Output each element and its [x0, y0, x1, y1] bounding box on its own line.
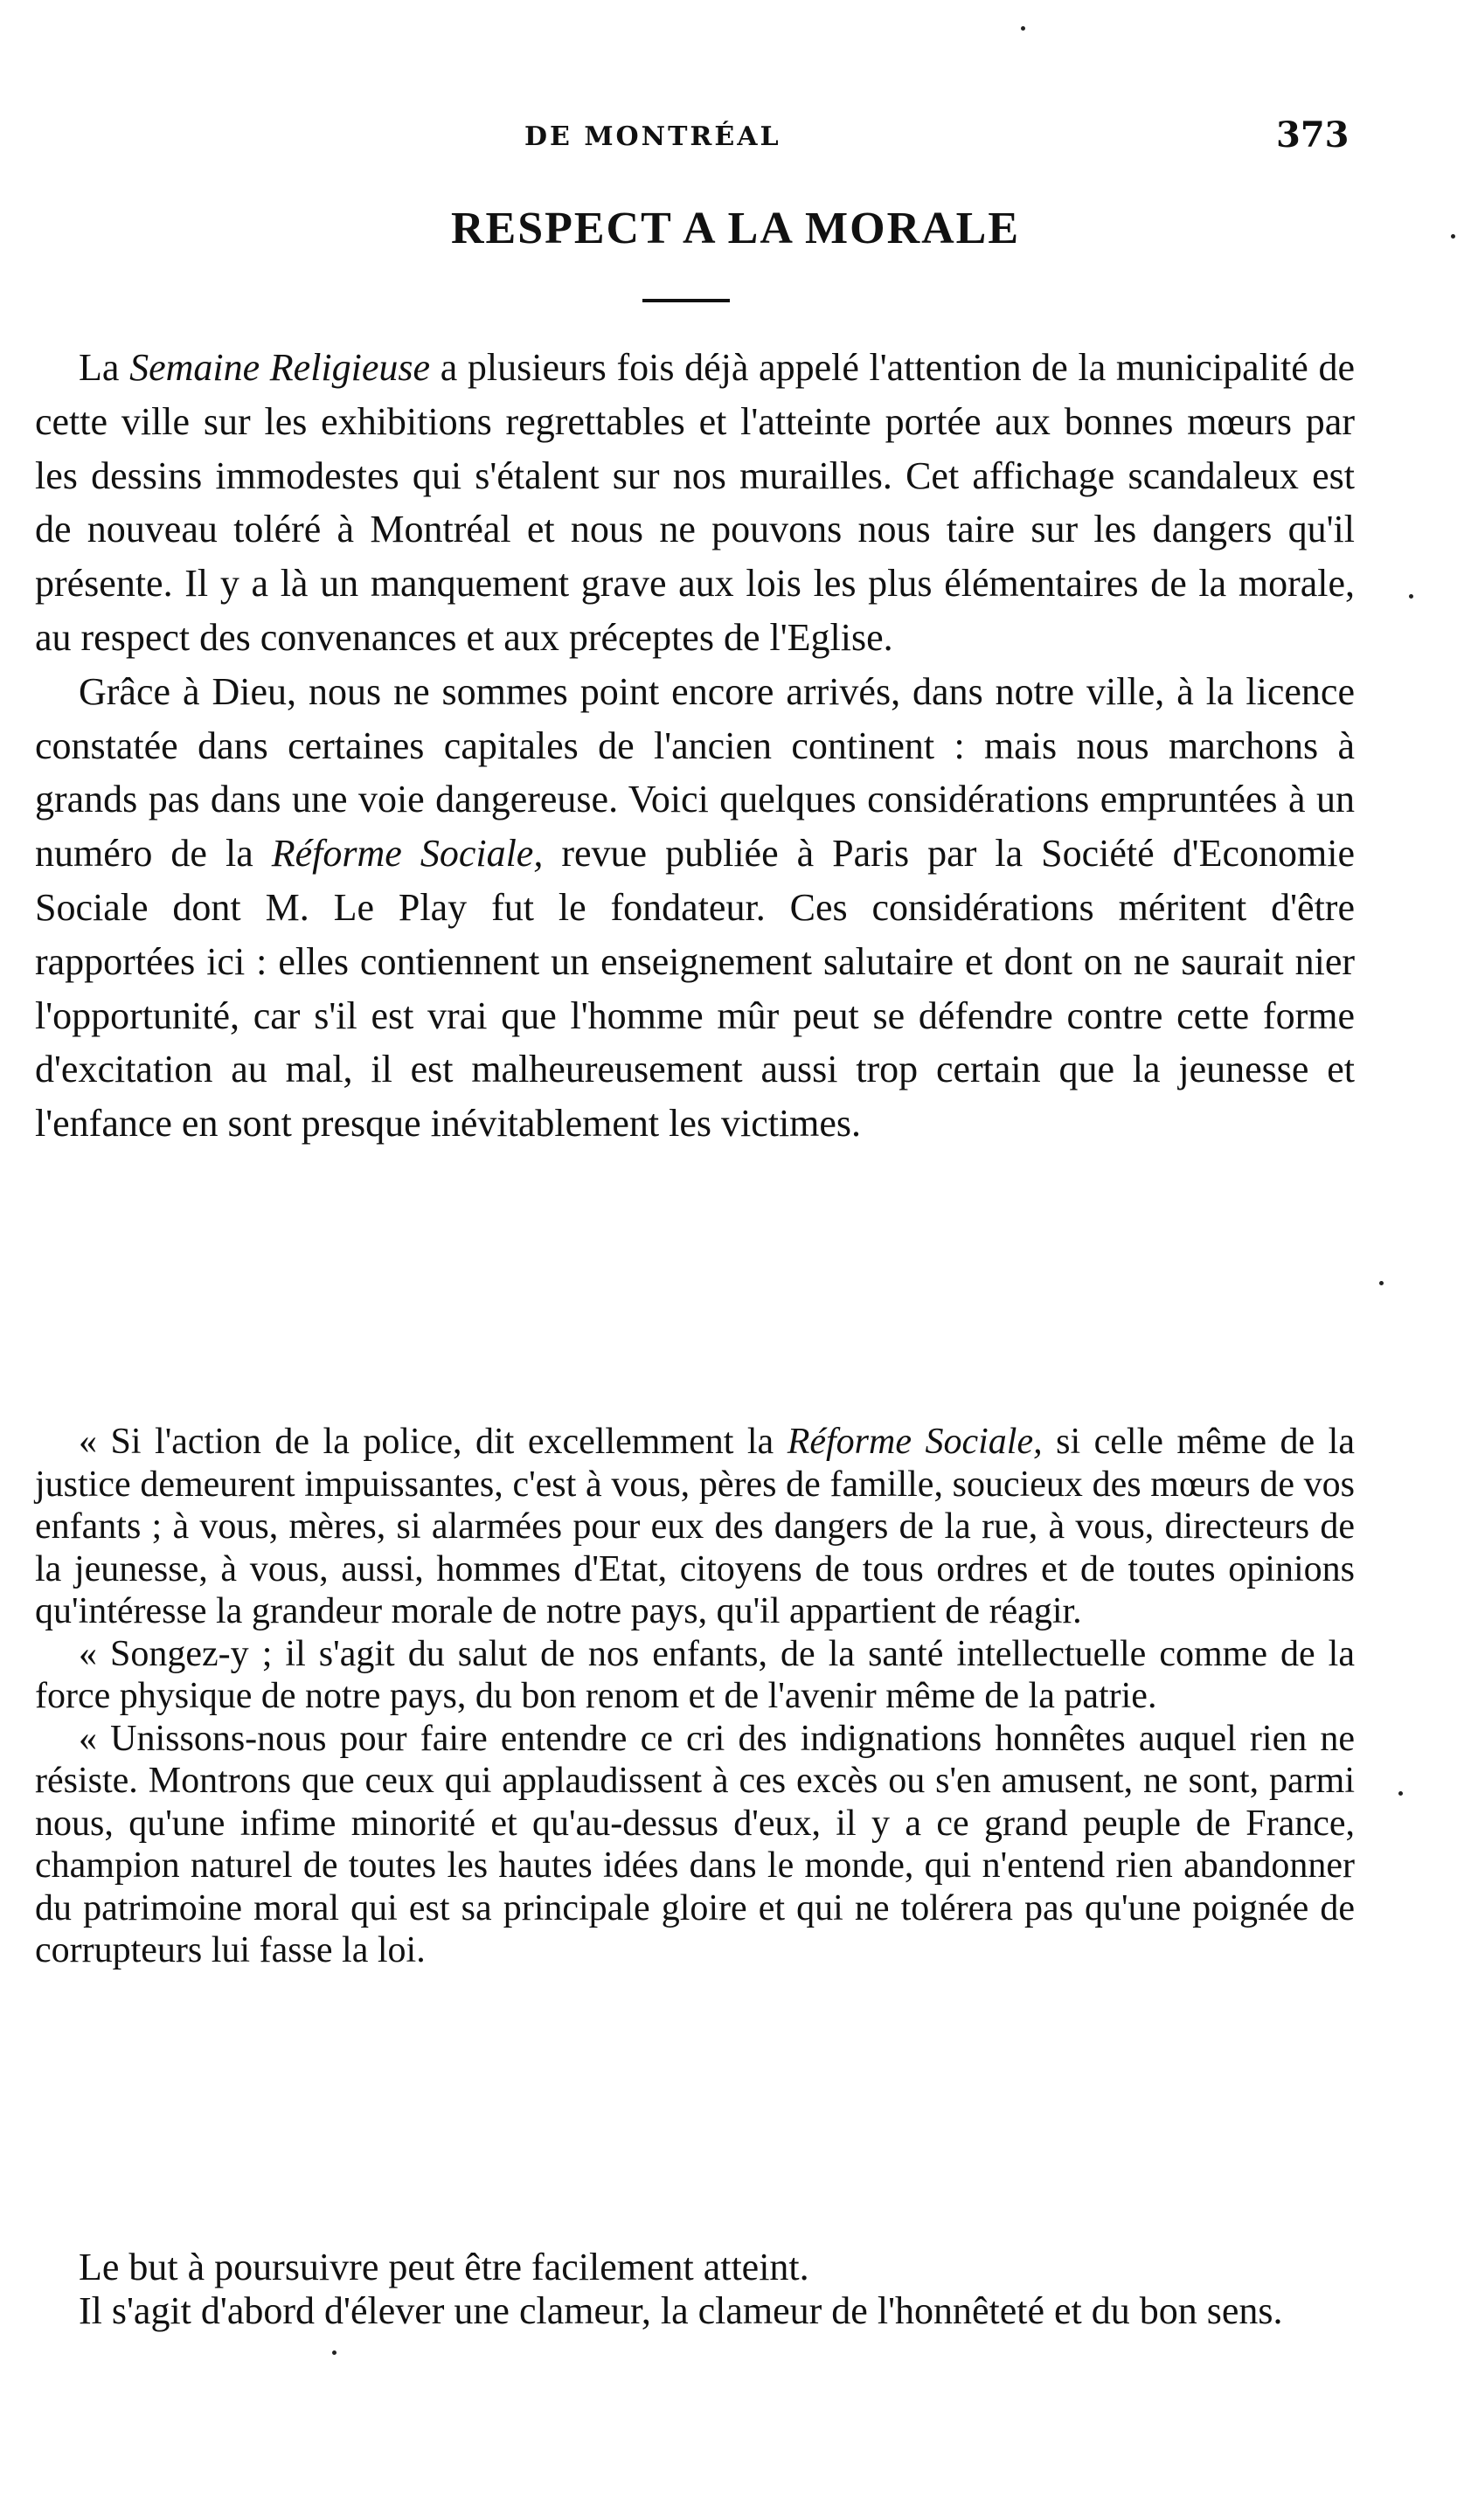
closing-text — [35, 2246, 1355, 2333]
scan-speck — [1398, 1791, 1403, 1796]
quote-text: si celle même de la justice demeurent impuissantes, c'est à vous, pères de famille, soucieux des mœurs de vos enfants ; à vous, mères, si alarmées pour eux des dangers de la rue, à vous, directeurs de la jeunesse, à vous, aussi, hommes d'Etat, citoyens de tous ordres et de toutes opinions qu'intéresse la grandeur morale de notre pays, qu'il appartient de réagir. — [35, 1422, 1355, 1631]
quoted-passage — [35, 1421, 1355, 1972]
periodical-title: Semaine Religieuse — [129, 346, 431, 389]
periodical-title: Réforme Sociale, — [787, 1422, 1043, 1462]
scan-speck — [1451, 234, 1455, 239]
body-paragraph-1 — [35, 341, 1355, 665]
page-number: 373 — [1276, 114, 1350, 156]
scan-speck — [1409, 594, 1413, 599]
running-head — [35, 114, 1350, 170]
quote-paragraph-2 — [35, 1633, 1355, 1718]
article-title: RESPECT A LA MORALE — [450, 204, 1021, 253]
running-title: DE MONTRÉAL — [524, 121, 781, 152]
title-rule — [642, 299, 730, 302]
scan-speck — [332, 2350, 337, 2355]
quote-paragraph-3 — [35, 1718, 1355, 1972]
paragraph-text: revue publiée à Paris par la Société d'Economie Sociale dont M. Le Play fut le fondateur. Ces considérations méritent d'être rapportées ici : elles contiennent un enseignement salutaire et dont on ne saurait nier l'opportunité, car s'il est vrai que l'homme mûr peut se défendre contre cette forme d'excitation au mal, il est malheureusement aussi trop certain que la jeunesse et l'enfance en sont presque inévitablement les victimes. — [35, 832, 1355, 1146]
body-paragraph-2 — [35, 665, 1355, 1151]
quote-paragraph-1 — [35, 1421, 1355, 1633]
paragraph-text: a plusieurs fois déjà appelé l'attention de la municipalité de cette ville sur les exhibitions regrettables et l'atteinte portée aux bonnes mœurs par les dessins immodestes qui s'étalent sur nos murailles. Cet affichage scandaleux est de nouveau toléré à Montréal et nous ne pouvons nous taire sur les dangers qu'il présente. Il y a là un manquement grave aux lois les plus élémentaires de la morale, au respect des convenances et aux préceptes de l'Eglise. — [35, 346, 1356, 659]
scan-speck — [1379, 1281, 1384, 1285]
scan-speck — [1021, 26, 1025, 31]
closing-paragraph-2: Il s'agit d'abord d'élever une clameur, la clameur de l'honnêteté et du bon sens. — [79, 2289, 1283, 2332]
quote-text: « Unissons-nous pour faire entendre ce cri des indignations honnêtes auquel rien ne résiste. Montrons que ceux qui applaudissent à ces excès ou s'en amusent, ne sont, parmi nous, qu'une infime minorité et qu'au-dessus d'eux, il y a ce grand peuple de France, champion naturel de toutes les hautes idées dans le monde, qui n'entend rien abandonner du patrimoine moral qui est sa principale gloire et qui ne tolérera pas qu'une poignée de corrupteurs lui fasse la loi. — [35, 1718, 1355, 1970]
quote-text: « Si l'action de la police, dit excellemment la — [79, 1422, 788, 1462]
article-body — [35, 341, 1355, 1151]
paragraph-text: La — [79, 346, 130, 389]
closing-paragraph-1: Le but à poursuivre peut être facilement atteint. — [79, 2246, 809, 2288]
paragraph-text: Grâce à Dieu, nous ne sommes point encore arrivés, dans notre ville, à la licence constatée dans certaines capitales de l'ancien continent : mais nous marchons à grands pas dans une voie dangereuse. Voici quelques considérations empruntées à un numéro de la — [35, 669, 1355, 876]
periodical-title: Réforme Sociale, — [271, 832, 544, 876]
quote-text: « Songez-y ; il s'agit du salut de nos enfants, de la santé intellectuelle comme de la force physique de notre pays, du bon renom et de l'avenir même de la patrie. — [35, 1633, 1355, 1716]
